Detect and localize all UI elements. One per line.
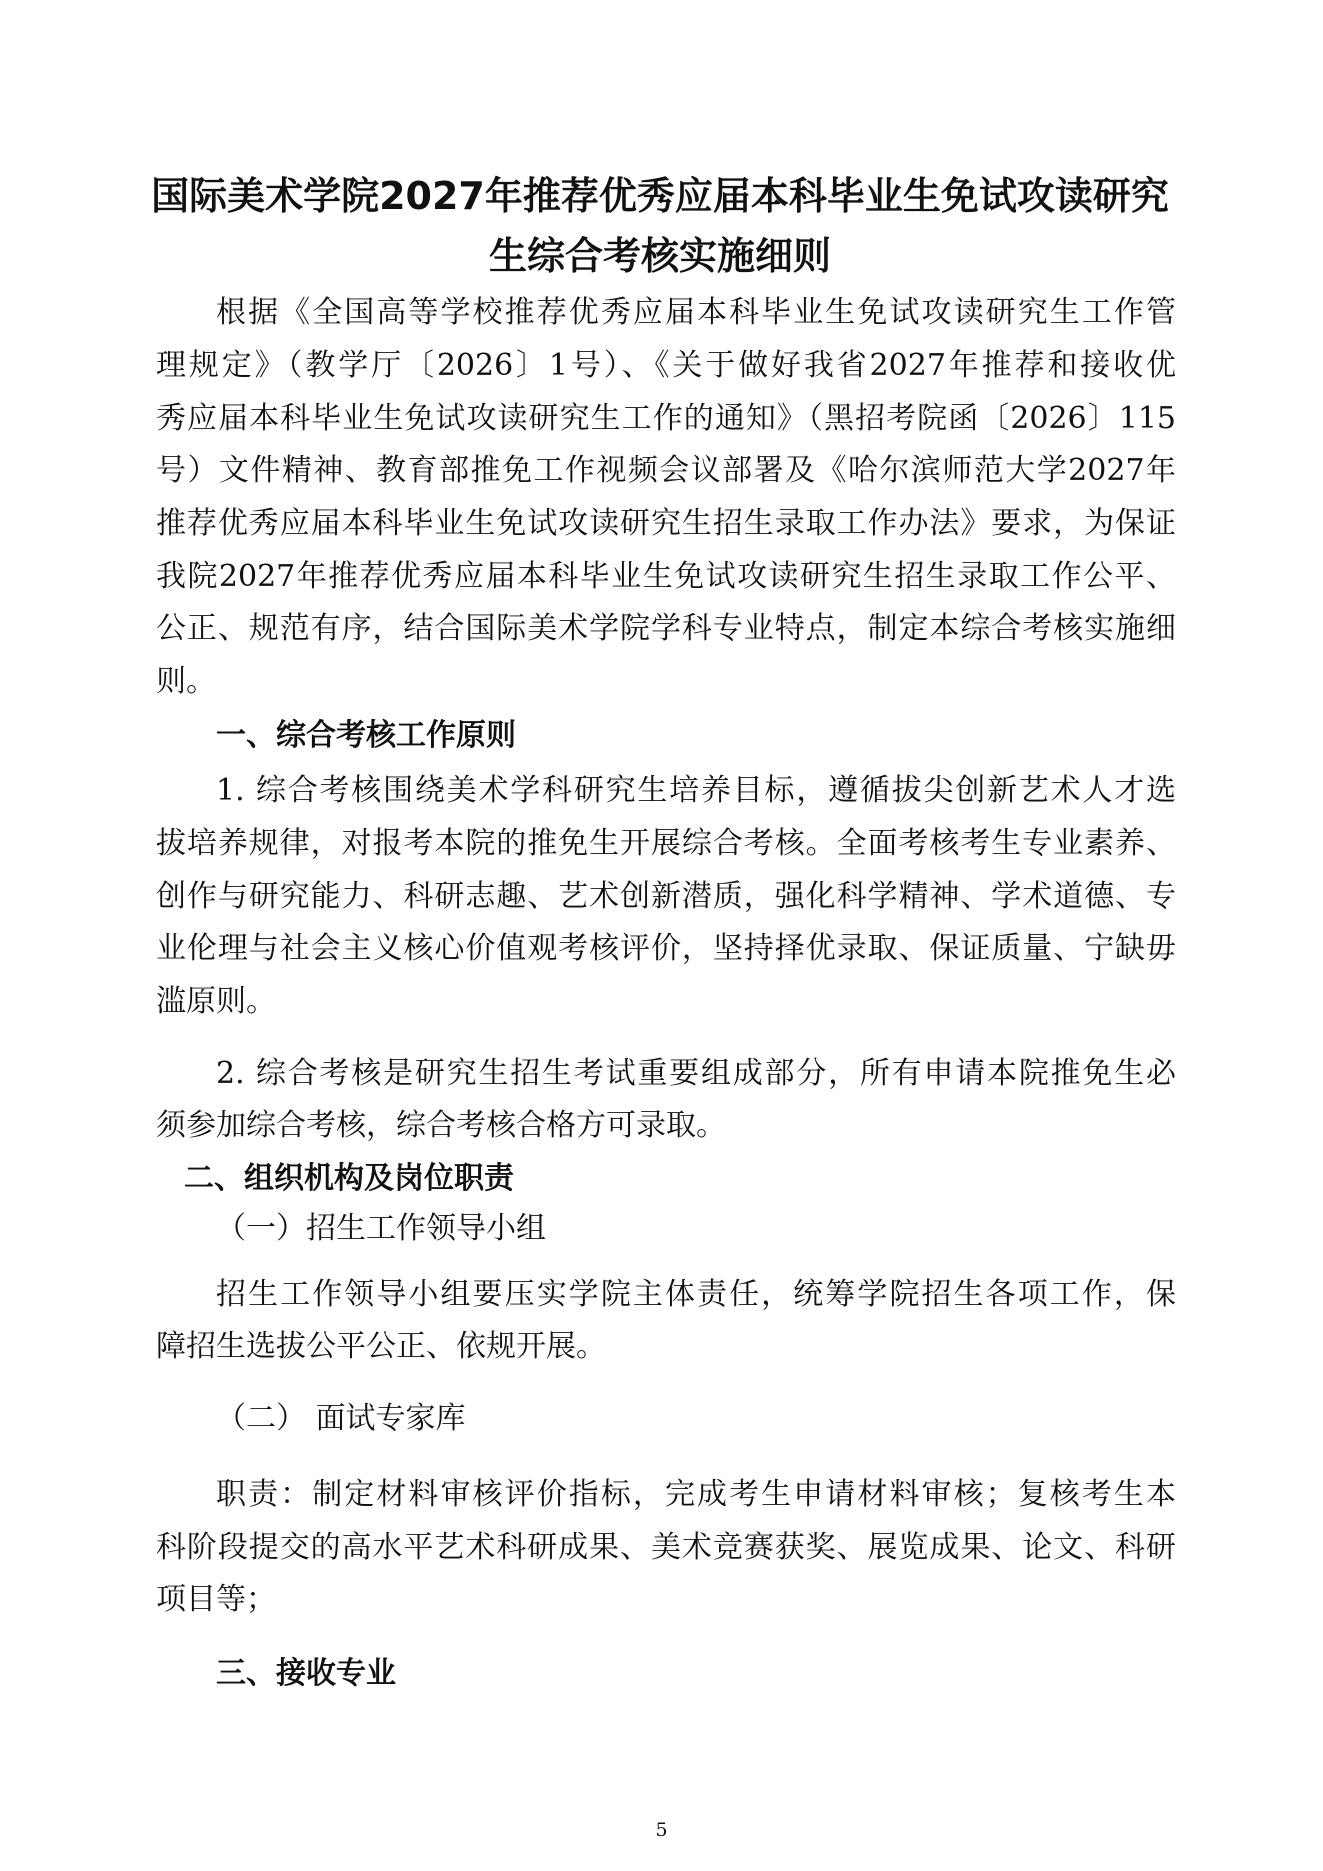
intro-line: 理规定》（教学厅〔2026〕1号）、《关于做好我省2027年推荐和接收优 bbox=[156, 348, 1176, 383]
section-1-paragraph-1-line: 滥原则。 bbox=[156, 984, 276, 1019]
intro-line: 根据《全国高等学校推荐优秀应届本科毕业生免试攻读研究生工作管 bbox=[216, 295, 1176, 330]
section-2-sub-2-line: 职责：制定材料审核评价指标，完成考生申请材料审核；复核考生本 bbox=[216, 1477, 1176, 1512]
section-2-sub-2-line: 科阶段提交的高水平艺术科研成果、美术竞赛获奖、展览成果、论文、科研 bbox=[156, 1530, 1176, 1565]
section-2-heading: 二、组织机构及岗位职责 bbox=[184, 1161, 514, 1196]
document-title-line-1: 国际美术学院2027年推荐优秀应届本科毕业生免试攻读研究 bbox=[151, 174, 1169, 218]
section-1-paragraph-2-line: 2. 综合考核是研究生招生考试重要组成部分，所有申请本院推免生必 bbox=[216, 1056, 1176, 1091]
section-1-paragraph-1-line: 拔培养规律，对报考本院的推免生开展综合考核。全面考核考生专业素养、 bbox=[156, 826, 1176, 861]
section-1-paragraph-1-line: 1. 综合考核围绕美术学科研究生培养目标，遵循拔尖创新艺术人才选 bbox=[216, 773, 1176, 808]
section-1-paragraph-1-line: 创作与研究能力、科研志趣、艺术创新潜质，强化科学精神、学术道德、专 bbox=[156, 879, 1176, 914]
document-title-line-2: 生综合考核实施细则 bbox=[488, 234, 831, 278]
section-2-sub-1-line: 招生工作领导小组要压实学院主体责任，统筹学院招生各项工作，保 bbox=[216, 1277, 1176, 1312]
intro-line: 秀应届本科毕业生免试攻读研究生工作的通知》（黑招考院函〔2026〕115 bbox=[156, 401, 1176, 436]
section-2-sub-2-line: 项目等； bbox=[156, 1582, 276, 1617]
intro-line: 推荐优秀应届本科毕业生免试攻读研究生招生录取工作办法》要求，为保证 bbox=[156, 506, 1176, 541]
page-number: 5 bbox=[655, 1819, 668, 1841]
section-1-heading: 一、综合考核工作原则 bbox=[216, 718, 516, 753]
section-3-heading: 三、接收专业 bbox=[216, 1656, 396, 1691]
intro-line: 公正、规范有序，结合国际美术学院学科专业特点，制定本综合考核实施细 bbox=[156, 611, 1176, 646]
intro-line: 我院2027年推荐优秀应届本科毕业生免试攻读研究生招生录取工作公平、 bbox=[156, 559, 1176, 594]
section-2-subheading-1: （一）招生工作领导小组 bbox=[216, 1211, 546, 1246]
section-2-sub-1-line: 障招生选拔公平公正、依规开展。 bbox=[156, 1329, 606, 1364]
intro-line: 号）文件精神、教育部推免工作视频会议部署及《哈尔滨师范大学2027年 bbox=[156, 453, 1176, 488]
section-1-paragraph-2-line: 须参加综合考核，综合考核合格方可录取。 bbox=[156, 1108, 726, 1143]
section-1-paragraph-1-line: 业伦理与社会主义核心价值观考核评价，坚持择优录取、保证质量、宁缺毋 bbox=[156, 931, 1176, 966]
intro-line: 则。 bbox=[156, 664, 216, 699]
section-2-subheading-2: （二） 面试专家库 bbox=[216, 1401, 466, 1436]
